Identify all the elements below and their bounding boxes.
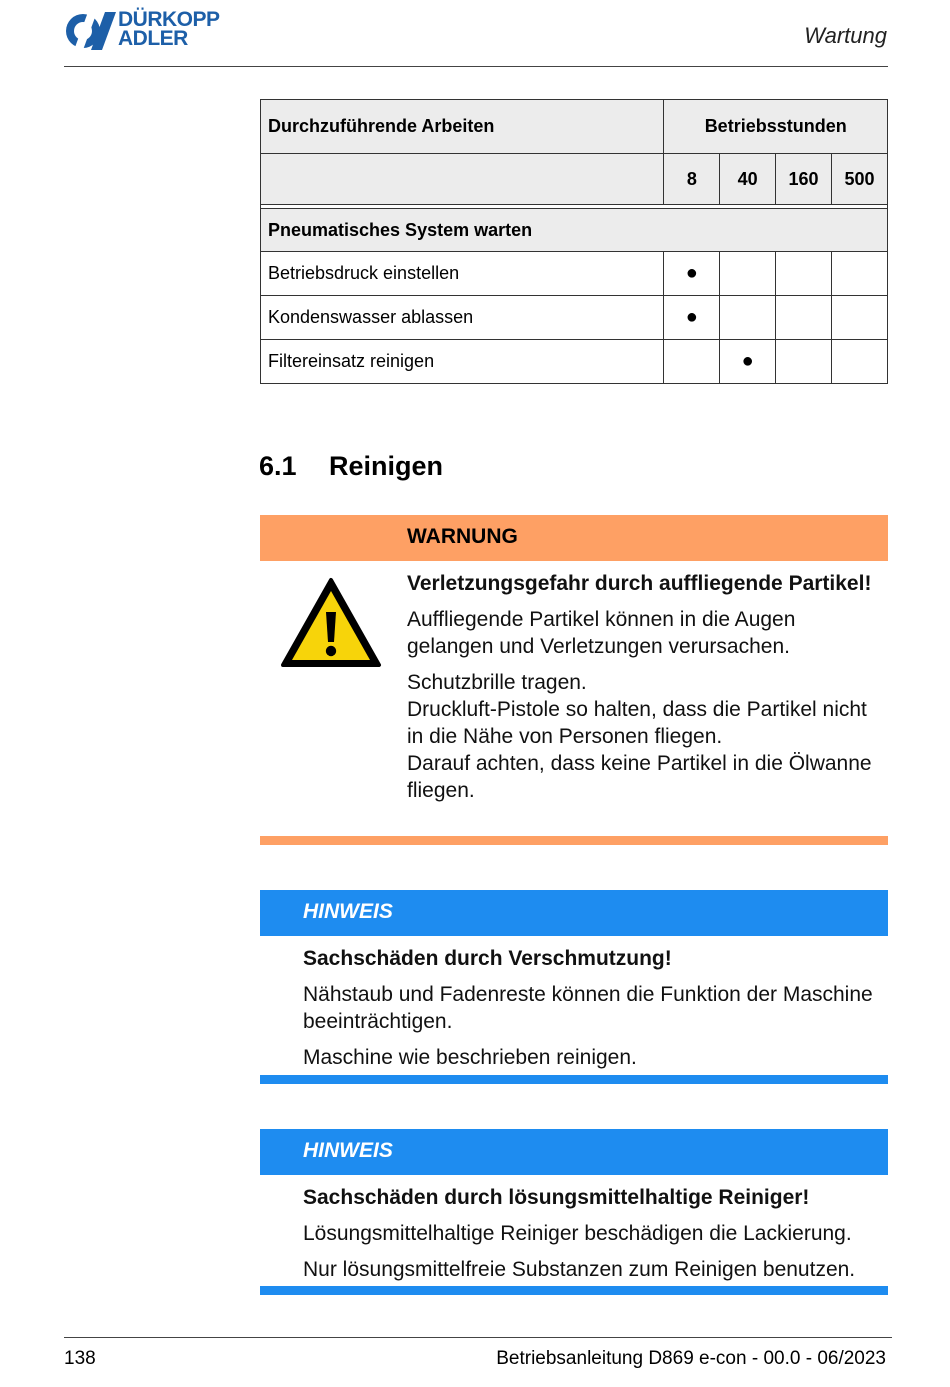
note-description: Lösungsmittelhaltige Reiniger beschädigen die Lackierung. <box>303 1222 852 1245</box>
table-row <box>261 340 888 384</box>
interval-mark <box>832 296 888 340</box>
logo-mark-icon <box>64 10 116 52</box>
header-hours: Betriebsstunden <box>664 100 888 154</box>
footer-doc-title: Betriebsanleitung D869 e-con - 00.0 - 06/2023 <box>496 1348 886 1369</box>
section-number: 6.1 <box>259 451 297 481</box>
header-section-title: Wartung <box>804 23 887 48</box>
note-body <box>303 1184 893 1292</box>
warning-description: Auffliegende Partikel können in die Augen gelangen und Verletzungen verursachen. <box>407 608 796 658</box>
interval-500: 500 <box>832 154 888 205</box>
note-action: Maschine wie beschrieben reinigen. <box>303 1046 637 1069</box>
warning-action: Darauf achten, dass keine Partikel in die Ölwanne fliegen. <box>407 752 872 802</box>
logo-text-line2: ADLER <box>118 27 188 50</box>
note-headline: Sachschäden durch Verschmutzung! <box>303 947 672 970</box>
header-divider <box>64 66 888 67</box>
table-row <box>261 296 888 340</box>
interval-blank <box>261 154 664 205</box>
section-heading <box>259 451 443 482</box>
maintenance-table <box>260 99 888 384</box>
table-interval-row <box>261 154 888 205</box>
warning-header-bar <box>260 515 888 561</box>
warning-triangle-icon <box>279 576 383 670</box>
note-headline: Sachschäden durch lösungsmittelhaltige Reiniger! <box>303 1186 810 1209</box>
warning-action: Druckluft-Pistole so halten, dass die Partikel nicht in die Nähe von Personen fliegen. <box>407 698 867 748</box>
page-number: 138 <box>64 1348 96 1369</box>
note-label: HINWEIS <box>303 1139 393 1162</box>
warning-headline: Verletzungsgefahr durch auffliegende Partikel! <box>407 572 872 595</box>
interval-mark <box>776 296 832 340</box>
interval-mark <box>776 252 832 296</box>
interval-160: 160 <box>776 154 832 205</box>
interval-mark <box>776 340 832 384</box>
note-label: HINWEIS <box>303 900 393 923</box>
section-title: Reinigen <box>329 451 444 481</box>
table-header-row <box>261 100 888 154</box>
warning-label: WARNUNG <box>407 525 518 548</box>
interval-mark <box>832 252 888 296</box>
interval-mark <box>720 252 776 296</box>
table-group-row <box>261 209 888 252</box>
note-description: Nähstaub und Fadenreste können die Funktion der Maschine beeinträchtigen. <box>303 983 873 1033</box>
task-label: Kondenswasser ablassen <box>261 296 664 340</box>
interval-mark: ● <box>664 296 720 340</box>
interval-8: 8 <box>664 154 720 205</box>
header-work: Durchzuführende Arbeiten <box>261 100 664 154</box>
interval-40: 40 <box>720 154 776 205</box>
task-label: Betriebsdruck einstellen <box>261 252 664 296</box>
table-row <box>261 252 888 296</box>
warning-bottom-rule <box>260 836 888 845</box>
interval-mark: ● <box>664 252 720 296</box>
task-label: Filtereinsatz reinigen <box>261 340 664 384</box>
interval-mark <box>832 340 888 384</box>
note-action: Nur lösungsmittelfreie Substanzen zum Reinigen benutzen. <box>303 1258 856 1281</box>
note-bottom-rule <box>260 1075 888 1084</box>
logo-text-line1: DÜRKOPP <box>118 8 220 31</box>
note-body <box>303 945 893 1080</box>
interval-mark <box>664 340 720 384</box>
interval-mark: ● <box>720 340 776 384</box>
footer-divider <box>64 1337 892 1338</box>
brand-logo <box>64 10 234 52</box>
interval-mark <box>720 296 776 340</box>
note-bottom-rule <box>260 1286 888 1295</box>
warning-action: Schutzbrille tragen. <box>407 671 587 694</box>
group-title: Pneumatisches System warten <box>261 209 888 252</box>
warning-body <box>407 570 887 804</box>
